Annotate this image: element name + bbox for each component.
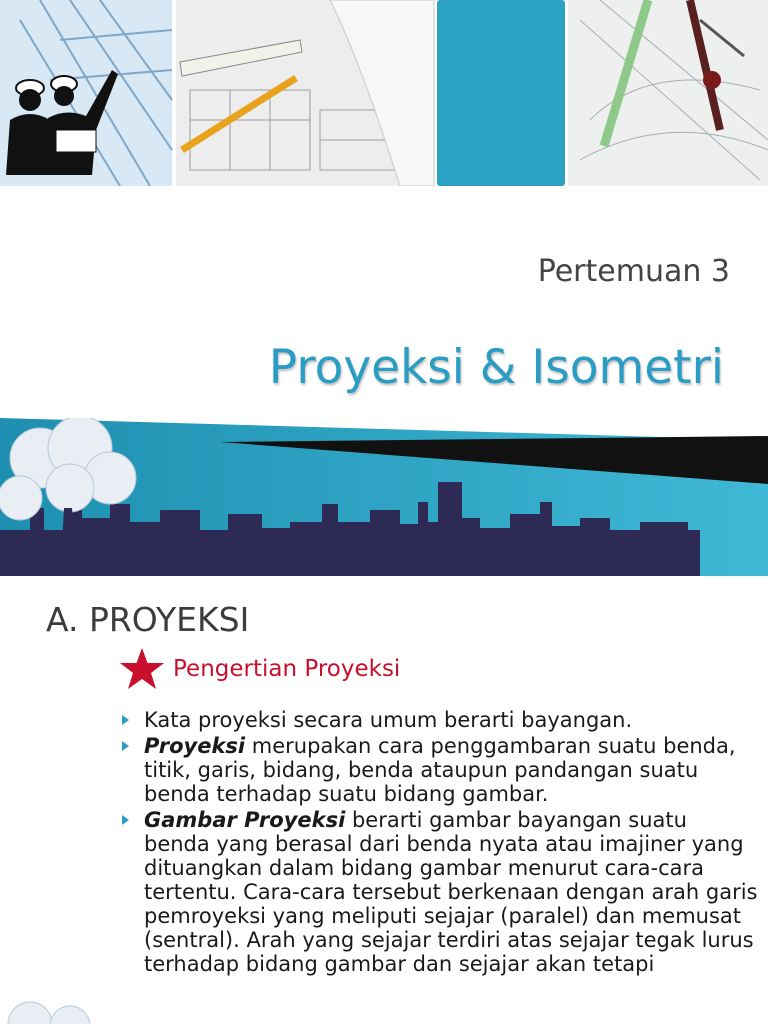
content-slide — [0, 576, 768, 1024]
drafting-photo — [568, 0, 768, 186]
subheading-text: Pengertian Proyeksi — [173, 656, 401, 682]
bullet-text: berarti gambar bayangan suatu benda yang berasal dari benda nyata atau imajiner yang dituangkan dalam bidang gambar menurut cara-cara tertentu. Cara-cara tersebut berkenaan dengan arah garis pemroyeksi yang meliputi sejajar (paralel) dan memusat (sentral). Arah yang sejajar terdiri atas sejajar tegak lurus terhadap bidang gambar dan sejajar akan tetapi — [144, 808, 758, 976]
bullet-text: Kata proyeksi secara umum berarti bayangan. — [144, 708, 633, 732]
bullet-arrow-icon — [122, 715, 129, 725]
header-image-banner — [0, 0, 768, 186]
list-item — [118, 734, 758, 806]
tree-decoration — [0, 994, 120, 1024]
list-item — [118, 708, 758, 732]
slide-title: Proyeksi & Isometri — [268, 340, 724, 395]
teal-block — [437, 0, 565, 186]
section-title: A. PROYEKSI — [46, 600, 250, 639]
slide-subtitle: Pertemuan 3 — [537, 254, 730, 289]
bullet-term: Proyeksi — [144, 734, 246, 758]
city-skyline-banner — [0, 418, 768, 576]
list-item — [118, 808, 758, 976]
bullet-text: merupakan cara penggambaran suatu benda, titik, garis, bidang, benda ataupun pandangan suatu benda terhadap suatu bidang gambar. — [144, 734, 736, 806]
bullet-arrow-icon — [122, 815, 129, 825]
bullet-list — [118, 708, 758, 978]
star-icon — [118, 646, 166, 692]
bullet-arrow-icon — [122, 741, 129, 751]
bullet-term: Gambar Proyeksi — [144, 808, 346, 832]
